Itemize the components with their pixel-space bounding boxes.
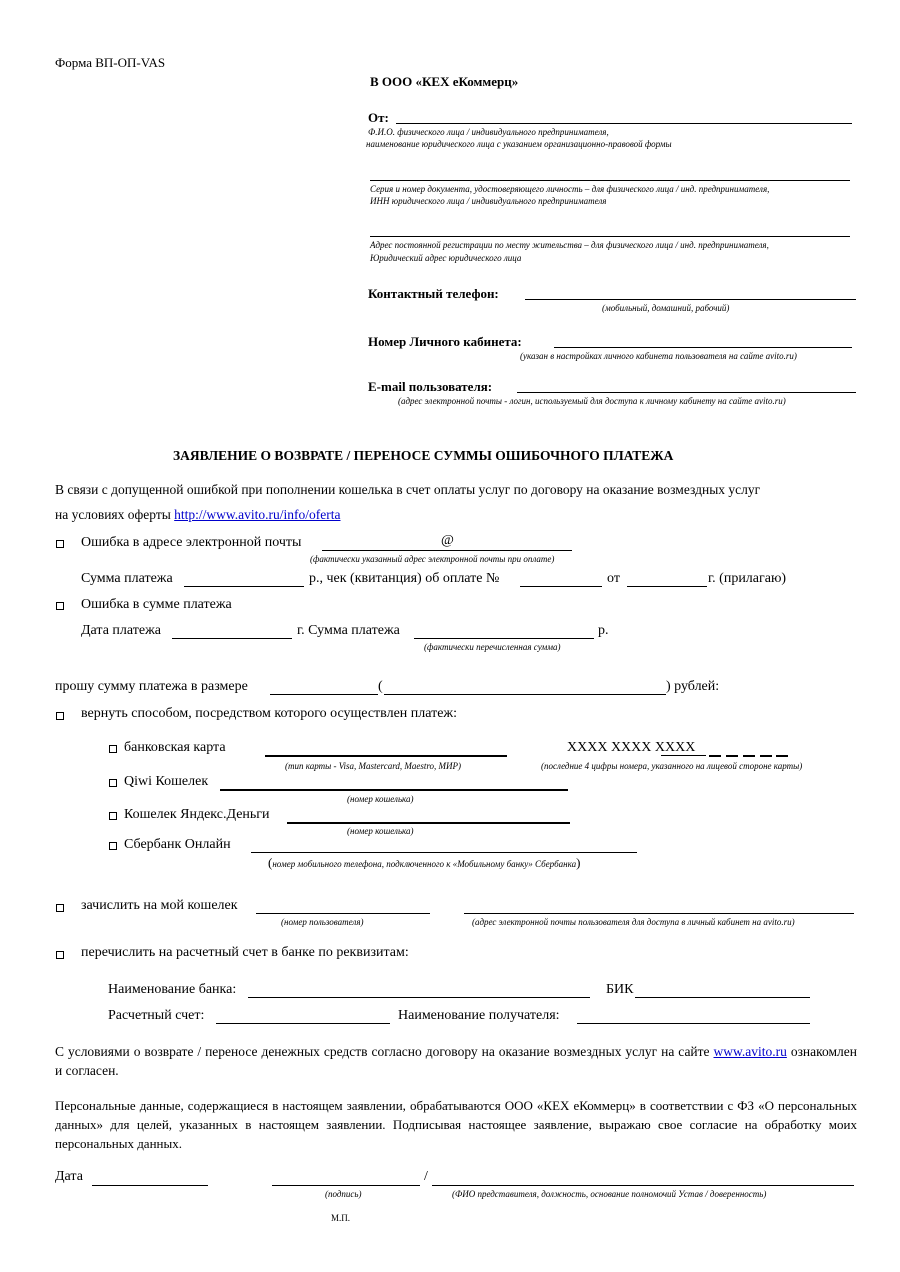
actual-sum-hint: (фактически перечисленная сумма) (424, 642, 561, 652)
bank-card-label: банковская карта (124, 740, 226, 755)
g-sum-label: г. Сумма платежа (297, 623, 400, 638)
user-number-input[interactable] (256, 913, 430, 914)
receipt-label: р., чек (квитанция) об оплате № (309, 571, 500, 586)
document-title: ЗАЯВЛЕНИЕ О ВОЗВРАТЕ / ПЕРЕНОСЕ СУММЫ ОШИБОЧНОГО ПЛАТЕЖА (173, 448, 674, 463)
from-input-line[interactable] (396, 123, 852, 124)
email-hint: (адрес электронной почты - логин, используемый для доступа к личному кабинету на сайте avito.ru) (398, 396, 786, 406)
document-input-line[interactable] (370, 180, 850, 181)
fio-input[interactable] (432, 1185, 854, 1186)
card-type-input[interactable] (265, 755, 507, 757)
bik-label: БИК (606, 982, 634, 997)
phone-label: Контактный телефон: (368, 286, 499, 301)
addressee: В ООО «КЕХ еКоммерц» (370, 74, 519, 89)
payment-date-label: Дата платежа (81, 623, 161, 638)
qiwi-wallet-input[interactable] (220, 789, 568, 791)
card-last4-hint: (последние 4 цифры номера, указанного на лицевой стороне карты) (541, 761, 803, 771)
addr-hint-1: Адрес постоянной регистрации по месту жительства – для физического лица / инд. предпринимателя, (370, 240, 769, 250)
addr-hint-2: Юридический адрес юридического лица (370, 253, 522, 263)
amount-prefix: прошу сумму платежа в размере (55, 679, 248, 694)
payment-date-input[interactable] (172, 638, 292, 639)
agreement-prefix: С условиями о возврате / переносе денежных средств согласно договору на оказание возмездных услуг на сайте (55, 1044, 714, 1059)
bank-name-label: Наименование банка: (108, 982, 237, 997)
credit-wallet-checkbox[interactable] (56, 904, 64, 912)
yandex-wallet-hint: (номер кошелька) (347, 826, 414, 836)
amount-words-input[interactable] (384, 694, 666, 695)
from-hint-2: наименование юридического лица с указанием организационно-правовой формы (366, 139, 672, 149)
recipient-input[interactable] (577, 1023, 810, 1024)
card-mask-underline (661, 755, 706, 756)
signature-slash: / (424, 1169, 428, 1184)
from-label: От: (368, 110, 389, 125)
attach-label: г. (прилагаю) (708, 571, 787, 586)
user-email-input[interactable] (464, 913, 854, 914)
payment-sum-label: Сумма платежа (81, 571, 173, 586)
sber-phone-input[interactable] (251, 852, 637, 853)
user-email-hint: (адрес электронной почты пользователя для доступа в личный кабинет на avito.ru) (472, 917, 795, 927)
bank-transfer-label: перечислить на расчетный счет в банке по реквизитам: (81, 945, 409, 960)
recipient-label: Наименование получателя: (398, 1008, 560, 1023)
yandex-checkbox[interactable] (109, 812, 117, 820)
doc-hint-1: Серия и номер документа, удостоверяющего личность – для физического лица / инд. предпринимателя, (370, 184, 770, 194)
rub-label: р. (598, 623, 609, 638)
sber-hint: (номер мобильного телефона, подключенного к «Мобильному банку» Сбербанка) (268, 855, 581, 870)
bank-name-input[interactable] (248, 997, 590, 998)
qiwi-checkbox[interactable] (109, 779, 117, 787)
fio-hint: (ФИО представителя, должность, основание полномочий Устав / доверенность) (452, 1189, 767, 1199)
sber-hint-text: номер мобильного телефона, подключенного к «Мобильному банку» Сбербанка (272, 859, 577, 869)
date-label: Дата (55, 1169, 83, 1184)
address-input-line[interactable] (370, 236, 850, 237)
cabinet-input-line[interactable] (554, 347, 852, 348)
account-label: Расчетный счет: (108, 1008, 205, 1023)
account-input[interactable] (216, 1023, 390, 1024)
card-digit-2-input[interactable] (726, 755, 738, 757)
signature-input[interactable] (272, 1185, 420, 1186)
personal-data-text: Персональные данные, содержащиеся в настоящем заявлении, обрабатываются ООО «КЕХ еКоммерц» в соответствии с ФЗ «О персональных данных» для целей, указанных в настоящем заявлении. Подписывая настоящее заявление, выражаю свое согласие на обработку моих персональных данных. (55, 1098, 857, 1151)
receipt-number-input[interactable] (520, 586, 602, 587)
receipt-date-input[interactable] (627, 586, 707, 587)
amount-digits-input[interactable] (270, 694, 378, 695)
email-label: E-mail пользователя: (368, 379, 493, 394)
intro-prefix: на условиях оферты (55, 507, 175, 522)
avito-link[interactable]: www.avito.ru (713, 1044, 787, 1059)
stamp-place: М.П. (331, 1213, 351, 1223)
intro-line-2 (55, 507, 341, 523)
sum-error-label: Ошибка в сумме платежа (81, 597, 232, 612)
bank-card-checkbox[interactable] (109, 745, 117, 753)
signature-hint: (подпись) (325, 1189, 362, 1199)
cabinet-label: Номер Личного кабинета: (368, 334, 522, 349)
phone-input-line[interactable] (525, 299, 856, 300)
bik-input[interactable] (635, 997, 810, 998)
at-sign: @ (441, 533, 454, 548)
yandex-label: Кошелек Яндекс.Деньги (124, 807, 270, 822)
agreement-suffix: ознакомлен и согласен. (55, 1044, 857, 1078)
cabinet-hint: (указан в настройках личного кабинета пользователя на сайте avito.ru) (520, 351, 797, 361)
card-digit-5-input[interactable] (776, 755, 788, 757)
card-mask: XXXX XXXX XXXX (567, 740, 696, 755)
date-input[interactable] (92, 1185, 208, 1186)
email-error-hint: (фактически указанный адрес электронной почты при оплате) (310, 554, 555, 564)
card-digit-1-input[interactable] (709, 755, 721, 757)
agreement-text (55, 1042, 857, 1080)
intro-line-1: В связи с допущенной ошибкой при пополнении кошелька в счет оплаты услуг по договору на оказание возмездных услуг (55, 482, 761, 497)
oferta-link[interactable]: http://www.avito.ru/info/oferta (174, 507, 341, 522)
from-date-label: от (607, 571, 620, 586)
card-digit-4-input[interactable] (760, 755, 772, 757)
from-hint-1: Ф.И.О. физического лица / индивидуального предпринимателя, (368, 127, 609, 137)
qiwi-label: Qiwi Кошелек (124, 774, 209, 789)
email-error-checkbox[interactable] (56, 540, 64, 548)
email-error-label: Ошибка в адресе электронной почты (81, 535, 302, 550)
actual-sum-input[interactable] (414, 638, 594, 639)
return-method-checkbox[interactable] (56, 712, 64, 720)
email-error-input-line[interactable] (322, 550, 572, 551)
yandex-wallet-input[interactable] (287, 822, 570, 824)
phone-hint: (мобильный, домашний, рабочий) (602, 303, 730, 313)
card-digit-3-input[interactable] (743, 755, 755, 757)
credit-wallet-label: зачислить на мой кошелек (81, 898, 238, 913)
doc-hint-2: ИНН юридического лица / индивидуального предпринимателя (370, 196, 607, 206)
qiwi-wallet-hint: (номер кошелька) (347, 794, 414, 804)
payment-sum-input[interactable] (184, 586, 304, 587)
user-number-hint: (номер пользователя) (281, 917, 364, 927)
amount-paren-open: ( (378, 679, 383, 694)
bank-transfer-checkbox[interactable] (56, 951, 64, 959)
sber-label: Сбербанк Онлайн (124, 837, 231, 852)
amount-suffix: ) рублей: (666, 679, 720, 694)
sum-error-checkbox[interactable] (56, 602, 64, 610)
form-code: Форма ВП-ОП-VAS (55, 55, 166, 70)
card-type-hint: (тип карты - Visa, Mastercard, Maestro, МИР) (285, 761, 462, 771)
sber-checkbox[interactable] (109, 842, 117, 850)
email-input-line[interactable] (517, 392, 856, 393)
return-method-label: вернуть способом, посредством которого осуществлен платеж: (81, 706, 457, 721)
